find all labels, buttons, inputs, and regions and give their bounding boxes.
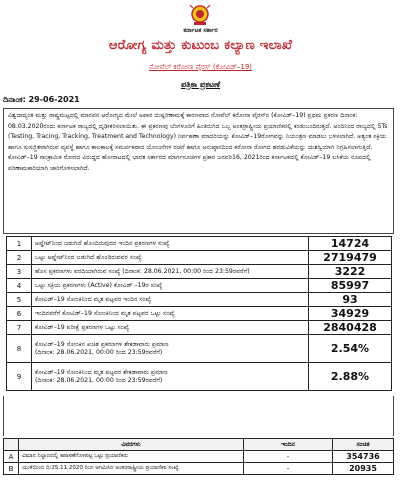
- row-description: ಅಪ್ಡೇಟ್‌ನಿಂದ ಜಡುಗಿದೆ ಹೊಂದಿರುವುದರ ಇಂದಿನ ಪ್ರಕರಣಗಳ ಸಂಖ್ಯೆ: [32, 237, 309, 251]
- department-title: ಆರೋಗ್ಯ ಮತ್ತು ಕುಟುಂಬ ಕಲ್ಯಾಣ ಇಲಾಖೆ: [108, 38, 293, 53]
- header-blank: [4, 439, 19, 451]
- header-details: ವಿವರಗಳು: [19, 439, 244, 451]
- intro-paragraph-1: ವಿಶ್ವದಾದ್ಯಂತ ಮತ್ತು ರಾಷ್ಟ್ರಮಟ್ಟದಲ್ಲಿ ಮಾನವನ ಆರೋಗ್ಯದ ಮೇಲೆ ಅಪಾರ ದುಷ್ಪರಿಣಾಮಕ್ಕೆ ಕಾರಣವಾದ ನೋವೆಲ್ ಕರೋನಾ ವೈರಸ್‌ನ (ಕೋವಿಡ್–19) ಪ್ರಥಮ ಪ್ರಕರಣ ದಿನಾಂಕ: 08.03.2020ರಂದು ಕರ್ನಾಟಕ ರಾಜ್ಯದಲ್ಲಿ ದೃಢೀಕರಿಸಲಾಯಿತು. ಈ ಪ್ರಕರಣವು ಬೆಂಗಳೂರಿಗೆ ಹಿಂತಿರುಗಿದ ಒಬ್ಬ ಅಂತರ್ರಾಷ್ಟ್ರೀಯ ಪ್ರಯಾಣಿಕರಲ್ಲಿ ಕಂಡುಬಂದಿರುತ್ತದೆ. ಅಂದಿನಿಂದ ರಾಜ್ಯದಲ್ಲಿ 5Ts (Testing, Tracing, Tracking, Treatment and Technology) ನಿರ್ವಹಣಾ ಮಾದರಿಯನ್ನು ಕೋವಿಡ್–19ರೋಗವನ್ನು ನಿಯಂತ್ರಣ ಮಾಡಲು ಬಳಸಲಾಗಿದೆ. ಅತ್ಯಂತ ಸಕ್ರಿಯ ಹಾಗೂ ಸುಸಜ್ಜಿತವಾಗಿರುವ ವ್ಯವಸ್ಥೆ ಹಾಗೂ ಕಾಲಕಾಲಕ್ಕೆ ಸಮರ್ಪಕವಾದ ಯೋಜನೆಗಳ ರಚನೆ ಹಾಗೂ ಅನುಷ್ಠಾನದಿಂದ ಕರೋನಾ ರೋಗದ ಹರಡುವಿಕೆಯನ್ನು ಯಶಸ್ವಿಯಾಗಿ ನಿಗ್ರಹಿಸಲಾಗುತ್ತಿದೆ.: [8, 112, 388, 151]
- row-description: ಹೊಸ ಪ್ರಕರಣಗಳು ವರದಿಯಾಗಿರುವ ಸಂಖ್ಯೆ (ದಿನಾಂಕ: 28.06.2021, 00:00 ರಿಂದ 23:59ರವರೆಗೆ): [32, 265, 309, 279]
- row-letter: B: [4, 463, 19, 475]
- row-number: 7: [7, 321, 32, 335]
- row-date-range: (ದಿನಾಂಕ: 28.06.2021, 00:00 ರಿಂದ 23:59ರವರೆಗೆ): [35, 348, 163, 356]
- table-row: [7, 237, 392, 251]
- row-value: 2719479: [309, 251, 392, 265]
- table-row: [4, 451, 394, 463]
- government-label: ಕರ್ನಾಟಕ ಸರ್ಕಾರ: [183, 27, 218, 34]
- row-description: ಯುಕೆಯಿಂದ ದಿ:25.11.2020 ರಿಂದ ಆಗಮಿಸಿದ ಅಂತರರಾಷ್ಟ್ರೀಯ ಪ್ರಯಾಣಿಕರ ಸಂಖ್ಯೆ: [19, 463, 244, 475]
- row-description: ಒಟ್ಟು ಸಕ್ರಿಯ ಪ್ರಕರಣಗಳು (Active) ಕೋವಿಡ್ –19ರ ಸಂಖ್ಯೆ: [32, 279, 309, 293]
- row-today: -: [244, 451, 333, 463]
- row-description: [32, 335, 309, 363]
- section-divider: [3, 396, 394, 436]
- table-row: [7, 293, 392, 307]
- table-row: [7, 251, 392, 265]
- intro-paragraph-2: ಕೋವಿಡ್–19 ಸಾಂಕ್ರಾಮಿಕ ರೋಗದ ವಿರುದ್ಧದ ಹೋರಾಟದಲ್ಲಿ ಭಾರತ ಸರ್ಕಾರದ ಮಾರ್ಗಸೂಚಿಗಳ ಪ್ರಕಾರ ಜನವರಿ16, 2021ರಿಂದ ಕರ್ನಾಟಕದಲ್ಲಿ ಕೋವಿಡ್–19 ಲಸಿಕೆಯ ರೂಪದಲ್ಲಿ ಪರಿಣಾಮಕಾರಿಯಾಗಿ ಜಾರಿಗೊಳಿಸಲಾಗಿದೆ.: [8, 154, 371, 172]
- row-number: 2: [7, 251, 32, 265]
- header-today: ಇಂದಿನ: [244, 439, 333, 451]
- row-description: ಕೋವಿಡ್–19 ಪರೀಕ್ಷೆ ಪ್ರಕರಣಗಳ ಒಟ್ಟು ಸಂಖ್ಯೆ: [32, 321, 309, 335]
- row-value: 3222: [309, 265, 392, 279]
- row-value: 34929: [309, 307, 392, 321]
- table-row: [7, 307, 392, 321]
- row-description: ಕೋವಿಡ್–19 ಸೋಂಕಿನಿಂದ ಮೃತ ಪಟ್ಟವರ ಇಂದಿನ ಸಂಖ್ಯೆ: [32, 293, 309, 307]
- row-number: 4: [7, 279, 32, 293]
- row-total: 354736: [333, 451, 394, 463]
- row-value: 93: [309, 293, 392, 307]
- row-value: 2840428: [309, 321, 392, 335]
- row-letter: A: [4, 451, 19, 463]
- row-description: ಇಂದಿನವರೆಗೆ ಕೋವಿಡ್–19 ಸೋಂಕಿನಿಂದ ಮೃತ ಪಟ್ಟವರ ಒಟ್ಟು ಸಂಖ್ಯೆ: [32, 307, 309, 321]
- header-total: ಸಂಚಿತ: [333, 439, 394, 451]
- covid-title: ನೋವೆಲ್ ಕರೋನಾ ವೈರಸ್ (ಕೋವಿಡ್–19): [148, 63, 253, 71]
- row-number: 6: [7, 307, 32, 321]
- row-value: 2.54%: [309, 335, 392, 363]
- table-header-row: [4, 439, 394, 451]
- table-row: [7, 363, 392, 391]
- row-number: 3: [7, 265, 32, 279]
- row-description: [32, 363, 309, 391]
- press-release-title: ಪತ್ರಿಕಾ ಪ್ರಕಟಣೆ: [180, 80, 221, 89]
- row-number: 5: [7, 293, 32, 307]
- table-row: [7, 265, 392, 279]
- row-date-range: (ದಿನಾಂಕ: 28.06.2021, 00:00 ರಿಂದ 23:59ರವರೆಗೆ): [35, 376, 163, 384]
- row-description: ವಿಮಾನ ನಿಲ್ದಾಣದಲ್ಲಿ ತಪಾಸಣೆಗೊಳಪಟ್ಟ ಒಟ್ಟು ಪ್ರಯಾಣಿಕರು: [19, 451, 244, 463]
- row-number: 8: [7, 335, 32, 363]
- row-description-line: ಕೋವಿಡ್–19 ಸೋಂಕಿನಿಂದ ಮೃತ ಪಟ್ಟವರ ಶೇಕಡಾವಾರು ಪ್ರಮಾಣ: [35, 368, 168, 376]
- row-value: 14724: [309, 237, 392, 251]
- table-row: [4, 463, 394, 475]
- row-number: 1: [7, 237, 32, 251]
- release-date: ದಿನಾಂಕ: 29-06-2021: [3, 95, 80, 104]
- row-value: 2.88%: [309, 363, 392, 391]
- karnataka-emblem-icon: [188, 4, 212, 26]
- intro-box: [3, 108, 394, 234]
- table-row: [7, 335, 392, 363]
- table-row: [7, 279, 392, 293]
- row-description: ಒಟ್ಟು ಅಪ್ಡೇಟ್‌ನಿಂದ ಜಡುಗಿದೆ ಹೊಂದಿರುವವರ ಸಂಖ್ಯೆ: [32, 251, 309, 265]
- covid-stats-table: [6, 236, 392, 391]
- row-total: 20935: [333, 463, 394, 475]
- row-number: 9: [7, 363, 32, 391]
- table-row: [7, 321, 392, 335]
- row-description-line: ಕೋವಿಡ್–19 ಸೋಂಕಿನ ಖಚಿತ ಪ್ರಕರಣಗಳ ಶೇಕಡಾವಾರು ಪ್ರಮಾಣ: [35, 340, 169, 348]
- traveler-table: [3, 438, 394, 475]
- row-today: -: [244, 463, 333, 475]
- row-value: 85997: [309, 279, 392, 293]
